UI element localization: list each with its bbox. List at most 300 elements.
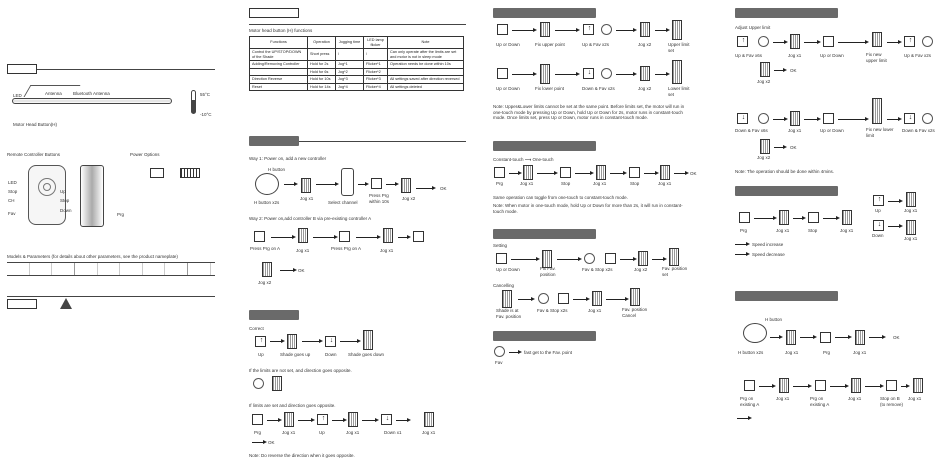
del-label: H button x2s: [738, 350, 764, 355]
arrow: [616, 30, 634, 31]
arrow: [616, 74, 634, 75]
arrow: [356, 237, 378, 238]
section-header: [735, 186, 838, 196]
prg-button-icon: [371, 178, 382, 189]
motor-illustration: [12, 95, 172, 107]
down-button-icon: ↓: [583, 68, 594, 79]
shade-icon: [502, 290, 512, 308]
way2-row2-label: OK: [298, 268, 305, 273]
cancel-label: Jog x1: [588, 308, 602, 313]
arrow: [386, 184, 396, 185]
adj-label: Up & Fav x2s: [904, 53, 932, 58]
prg-button-icon: [815, 380, 826, 391]
arrow: [773, 119, 785, 120]
arrow: [830, 386, 846, 387]
cancel-label: Fav. position Cancel: [622, 307, 648, 318]
arrow: [901, 386, 907, 387]
way2-row2-label: Jog x2: [258, 280, 272, 285]
reverse-note: Note: Do reverse the direction when it goes opposite.: [249, 453, 355, 458]
section-header: [493, 141, 596, 151]
way1-title: Way 1: Power on, add a new controller: [249, 156, 327, 161]
stop-button-icon: [560, 167, 571, 178]
temp-high: 55°C: [200, 92, 211, 97]
arrow: [298, 420, 312, 421]
arrow: [252, 442, 264, 443]
way1-label: OK: [440, 186, 447, 191]
arrow: [869, 337, 883, 338]
shade-jog-icon: [262, 262, 272, 277]
shade-jog-icon: [638, 251, 648, 266]
fav-button-icon: [758, 113, 769, 124]
section-header: [493, 8, 596, 18]
prg-button-icon: [252, 414, 263, 425]
shade-jog-icon: [906, 192, 916, 207]
fav-button-icon: [601, 24, 612, 35]
remote-label-down: Down: [60, 208, 72, 213]
thermometer-icon: [191, 90, 196, 114]
not-set-text: If the limits are not set, and direction goes opposite.: [249, 368, 352, 373]
section-header: [493, 331, 596, 341]
prg-button-icon: [820, 332, 831, 343]
arrow: [674, 173, 686, 174]
way1-label: H button x2s: [254, 200, 280, 205]
fav-label: Fav: [495, 360, 503, 365]
shade-jog-icon: [660, 165, 670, 180]
ct-label: Jog x1: [658, 181, 672, 186]
divider: [299, 141, 466, 142]
fav-button-icon: [758, 36, 769, 47]
adj-label: Down & Fav x6s: [735, 128, 768, 133]
adj-label: Up or Down: [820, 53, 844, 58]
cancel-label: Shade is at Fav. position: [496, 308, 522, 319]
section-header-box: [249, 8, 299, 18]
arrow: [888, 226, 900, 227]
up-or-down-icon: [496, 253, 507, 264]
prg-button-icon: [494, 167, 505, 178]
section-header: [735, 8, 838, 18]
shade-icon: [630, 288, 640, 306]
arrow: [340, 341, 358, 342]
speed-label: Jog x1: [840, 228, 854, 233]
arrow: [606, 299, 626, 300]
del-label: Jog x1: [853, 350, 867, 355]
down-button-icon: ↓: [904, 113, 915, 124]
set-opp-text: If limits are set and direction goes opposite.: [249, 403, 336, 408]
limit-label: Up & Fav x2s: [582, 42, 610, 47]
shade-jog-icon: [855, 330, 865, 345]
adj-label: OK: [790, 145, 797, 150]
arrow: [302, 341, 320, 342]
remote-label-prg: Prg: [117, 212, 125, 217]
arrow: [887, 119, 899, 120]
arrow: [313, 237, 335, 238]
limit-label: Fix lower point: [535, 86, 565, 91]
set-label: Jog x1: [282, 430, 296, 435]
del-label: Jog x1: [908, 396, 922, 401]
cancel-label: Fav & Stop x2s: [537, 308, 568, 313]
remote-label-stop: Stop: [8, 189, 18, 194]
prg-button-icon: [739, 212, 750, 223]
del-label: Jog x1: [785, 350, 799, 355]
remote-label-stop2: Stop: [60, 198, 70, 203]
adj-label: Jog x2: [757, 155, 771, 160]
shade-lower-limit-icon: [672, 60, 682, 84]
limit-label: Upper limit set: [668, 42, 690, 53]
table-row: Control the UP/STOP/DOWN of the Shade Short press / / Can only operate after the limits are set and motor is not in sleep mode: [250, 49, 464, 61]
ct-label: Jog x1: [520, 181, 534, 186]
table-row: Reset Hold for 14s Jog*4 Flicker*4 All settings deleted: [250, 83, 464, 91]
shade-icon: [640, 22, 650, 37]
up-or-down-icon: [823, 113, 834, 124]
limit-label: Up or Down: [496, 86, 520, 91]
arrow: [555, 30, 577, 31]
table-header: Functions: [250, 37, 308, 49]
shade-jog-icon: [913, 378, 923, 393]
shade-jog-icon: [284, 412, 294, 427]
adj-label: OK: [790, 68, 797, 73]
shade-icon: [872, 32, 882, 47]
shade-jog-icon: [348, 412, 358, 427]
correct-label: Shade goes up: [280, 352, 311, 357]
arrow: [512, 30, 534, 31]
adj-note: Note: The operation should be done within 4mins.: [735, 169, 834, 174]
way1-label: Press Prg within 10s: [369, 193, 390, 204]
down-button-icon: ↓: [873, 220, 884, 231]
fav-button-icon: [922, 113, 933, 124]
shade-down-icon: [363, 330, 373, 350]
cancel-title: Cancelling: [493, 283, 515, 288]
section-header: [493, 229, 596, 239]
table-header: Note: [388, 37, 464, 49]
bt-antenna-label: Bluetooth Antenna: [73, 91, 110, 96]
arrow: [754, 218, 774, 219]
adj-label: Jog x1: [788, 53, 802, 58]
del-label: OK: [893, 335, 900, 340]
arrow: [575, 173, 591, 174]
arrow: [888, 201, 900, 202]
setting-label: Fav. position set: [662, 266, 688, 277]
table-header: LED lamp flicker: [364, 37, 388, 49]
table-header-row: [250, 37, 464, 49]
arrow: [610, 173, 624, 174]
table-header: Jogging time: [336, 37, 364, 49]
arrow: [512, 74, 534, 75]
down-button-icon: ↓: [381, 414, 392, 425]
shade-jog-icon: [760, 62, 770, 77]
warning-icon: [60, 298, 72, 309]
shade-jog-icon: [596, 165, 606, 180]
arrow: [280, 270, 294, 271]
section-header-box: [7, 299, 37, 309]
speed-label: Down: [872, 233, 884, 238]
arrow: [555, 74, 577, 75]
del-label: Prg: [823, 350, 831, 355]
shade-upper-limit-icon: [672, 20, 682, 40]
arrow: [537, 173, 555, 174]
shade-jog-icon: [301, 178, 311, 193]
del-label: Prg on existing A: [740, 396, 760, 407]
arrow: [804, 119, 818, 120]
arrow: [509, 352, 519, 353]
set-label: Up: [319, 430, 325, 435]
ct-label: Stop: [630, 181, 640, 186]
way2-label: Jog x1: [380, 248, 394, 253]
power-title: Power Options: [130, 152, 160, 157]
plug-icon: [150, 168, 164, 178]
speed-label: Jog x1: [776, 228, 790, 233]
correct-label: Down: [325, 352, 337, 357]
adj-label: Down & Fav x2s: [902, 128, 935, 133]
fav-button-icon: [601, 68, 612, 79]
arrow: [770, 337, 780, 338]
fav-button-icon: [538, 293, 549, 304]
section-header: [249, 310, 299, 320]
correct-label: Up: [258, 352, 264, 357]
section-header-box: [7, 64, 37, 74]
stop-button-icon: [808, 212, 819, 223]
arrow: [735, 254, 747, 255]
way1-label: Jog x2: [402, 196, 416, 201]
table-header: Operation: [308, 37, 336, 49]
remote-label-fav: Fav: [8, 211, 16, 216]
fav-text: fast get to the Fav. point: [524, 350, 572, 355]
del-label: Stop on B (to remove): [880, 396, 904, 407]
shade-jog-icon: [779, 210, 789, 225]
ct-label: Prg: [496, 181, 504, 186]
motor-head-illustration: [255, 173, 279, 195]
shade-up-icon: [287, 334, 297, 349]
shade-jog-icon: [790, 34, 800, 49]
shade-jog-icon: [851, 378, 861, 393]
way2-title: Way 2: Power on,add controller B via pre-existing controller A: [249, 216, 372, 221]
setting-label: Fav & Stop x2s: [582, 267, 613, 272]
adj-label: Jog x1: [788, 128, 802, 133]
setting-title: Setting: [493, 243, 508, 248]
ct-title: Constant-touch ⟶ One-touch: [493, 157, 554, 162]
speed-label: Up: [875, 208, 881, 213]
ct-note: Note: When motor in one-touch mode, hold Up or Down for more than 2s, it will run in constant-touch mode.: [493, 203, 683, 214]
limit-label: Jog x2: [638, 42, 652, 47]
stop-button-icon: [605, 253, 616, 264]
shade-jog-icon: [401, 178, 411, 193]
arrow: [267, 420, 279, 421]
table-caption: Motor head button (H) functions: [249, 28, 313, 33]
arrow: [271, 237, 293, 238]
limit-label: Jog x2: [638, 86, 652, 91]
remote-label-led: LED: [8, 180, 17, 185]
arrow: [773, 42, 785, 43]
stop-button-icon: [558, 293, 569, 304]
h-button-label: H button: [765, 317, 783, 322]
arrow: [332, 420, 344, 421]
remote-title: Remote Controller Buttons: [7, 152, 61, 157]
arrow: [793, 218, 803, 219]
adj-label: Up or Down: [820, 128, 844, 133]
shade-jog-icon: [383, 228, 393, 243]
setting-label: Jog x2: [634, 267, 648, 272]
adj-label: Fix new upper limit: [866, 52, 887, 63]
del-label: Jog x1: [848, 396, 862, 401]
arrow: [655, 30, 667, 31]
arrow: [416, 188, 433, 189]
stop-button-icon: [629, 167, 640, 178]
up-button-icon: ↑: [873, 195, 884, 206]
table-row: Adding/Removing Controller Hold for 2s Jog*1 Flicker*1 Operation needs be done within 10s: [250, 61, 464, 69]
fav-button-icon: [253, 378, 264, 389]
arrow: [737, 418, 749, 419]
up-or-down-icon: [497, 68, 508, 79]
speed-label: Jog x1: [904, 236, 918, 241]
speed-decrease: Speed decrease: [752, 252, 785, 257]
shade-icon: [540, 22, 550, 37]
speed-increase: Speed increase: [752, 242, 784, 247]
arrow: [644, 173, 656, 174]
prg-button-icon: [744, 380, 755, 391]
arrow: [838, 42, 866, 43]
temp-low: -10°C: [200, 112, 212, 117]
limit-label: Fix upper point: [535, 42, 565, 47]
shade-fav-icon: [669, 248, 679, 266]
adj-label: Fix new lower limit: [866, 127, 894, 138]
arrow: [735, 244, 747, 245]
speed-label: Stop: [808, 228, 818, 233]
head-button-label: Motor Head Button(H): [13, 122, 58, 127]
del-label: Jog x1: [776, 396, 790, 401]
fav-button-icon: [922, 36, 933, 47]
set-label: OK: [268, 440, 275, 445]
del-label: Prg on existing A: [810, 396, 830, 407]
arrow: [800, 337, 814, 338]
shade-jog-icon: [272, 376, 282, 391]
remote-label-ch: CH: [8, 198, 15, 203]
remote-controller-illustration: [28, 165, 66, 225]
set-label: Prg: [254, 430, 262, 435]
h-button-label: H button: [268, 167, 286, 172]
remote-label-up: Up: [60, 189, 66, 194]
arrow: [804, 42, 818, 43]
arrow: [509, 173, 519, 174]
down-button-icon: ↓: [737, 113, 748, 124]
remote-icon: [341, 168, 354, 196]
fav-button-icon: [584, 253, 595, 264]
arrow: [620, 259, 634, 260]
set-label: Jog x1: [422, 430, 436, 435]
up-or-down-icon: [823, 36, 834, 47]
set-label: Jog x1: [346, 430, 360, 435]
shade-jog-icon: [523, 165, 533, 180]
adjust-title: Adjust Upper limit: [735, 25, 771, 30]
arrow: [518, 299, 532, 300]
setting-label: Fix Fav. position: [540, 266, 556, 277]
shade-jog-icon: [842, 210, 852, 225]
arrow: [655, 74, 667, 75]
prg-button-icon: [254, 231, 265, 242]
arrow: [865, 386, 881, 387]
shade-icon: [872, 98, 882, 124]
arrow: [511, 259, 537, 260]
way1-label: Jog x1: [300, 196, 314, 201]
arrow: [270, 341, 282, 342]
speed-label: Jog x1: [904, 208, 918, 213]
ct-label: Jog x1: [593, 181, 607, 186]
arrow: [284, 184, 295, 185]
remote-controller-side: [80, 165, 104, 227]
arrow: [316, 184, 336, 185]
arrow: [823, 218, 837, 219]
functions-table: [249, 36, 464, 91]
arrow: [835, 337, 849, 338]
arrow: [573, 299, 587, 300]
solar-icon: [180, 168, 200, 178]
way2-label: Jog x1: [296, 248, 310, 253]
arrow: [774, 147, 784, 148]
models-table: [7, 262, 215, 276]
up-or-down-icon: [497, 24, 508, 35]
up-button-icon: ↑: [583, 24, 594, 35]
limit-label: Down & Fav x2s: [582, 86, 615, 91]
shade-jog-icon: [592, 291, 602, 306]
up-button-icon: ↑: [255, 336, 266, 347]
down-button-icon: ↓: [325, 336, 336, 347]
way1-label: Select channel: [328, 200, 358, 205]
limit-note: Note: Upper&Lower limits cannot be set at the same point. Before limits set, the motor will run in one-touch mode by pressing Up or Down, hold Up or Down for 2s, motor runs in constant-touch mode. Once limits set, press Up or Down, motor runs in constant-touch mode.: [493, 104, 685, 120]
arrow: [398, 237, 408, 238]
correct-title: Correct: [249, 326, 264, 331]
arrow: [652, 259, 664, 260]
adj-label: Up & Fav x6s: [735, 53, 763, 58]
limit-label: Lower limit set: [668, 86, 690, 97]
adj-label: Jog x2: [757, 79, 771, 84]
up-button-icon: ↑: [317, 414, 328, 425]
table-row: Direction Reverse Hold for 10s Jog*3 Flicker*3 All settings saved after direction reversed: [250, 76, 464, 84]
table-row: Hold for 6s Jog*2 Flicker*2: [250, 68, 464, 76]
arrow: [838, 119, 866, 120]
led-label: LED: [13, 93, 22, 98]
set-label: Down x1: [384, 430, 402, 435]
shade-jog-icon: [906, 220, 916, 235]
shade-jog-icon: [298, 228, 308, 243]
section-header: [735, 291, 838, 301]
setting-label: Up or Down: [496, 267, 520, 272]
arrow: [358, 184, 366, 185]
limit-label: Up or Down: [496, 42, 520, 47]
shade-jog-icon: [424, 412, 434, 427]
arrow: [362, 420, 376, 421]
motor-head-illustration: [743, 323, 767, 343]
shade-jog-icon: [760, 139, 770, 154]
up-button-icon: ↑: [904, 36, 915, 47]
correct-label: Shade goes down: [348, 352, 385, 357]
fav-button-icon: [494, 346, 505, 357]
speed-label: Prg: [740, 228, 748, 233]
arrow: [887, 42, 899, 43]
divider: [37, 69, 215, 70]
shade-icon: [640, 66, 650, 81]
antenna-label: Antenna: [45, 91, 62, 96]
divider: [7, 296, 215, 297]
ct-label: Stop: [561, 181, 571, 186]
arrow: [774, 70, 784, 71]
divider: [249, 24, 466, 25]
models-title: Models & Parameters (for details about other parameters, see the product nameplate): [7, 254, 178, 259]
arrow: [557, 259, 579, 260]
shade-jog-icon: [790, 111, 800, 126]
shade-jog-icon: [786, 330, 796, 345]
ct-label: OK: [690, 171, 697, 176]
stop-button-icon: [886, 380, 897, 391]
up-button-icon: ↑: [737, 36, 748, 47]
prg-button-icon: [339, 231, 350, 242]
